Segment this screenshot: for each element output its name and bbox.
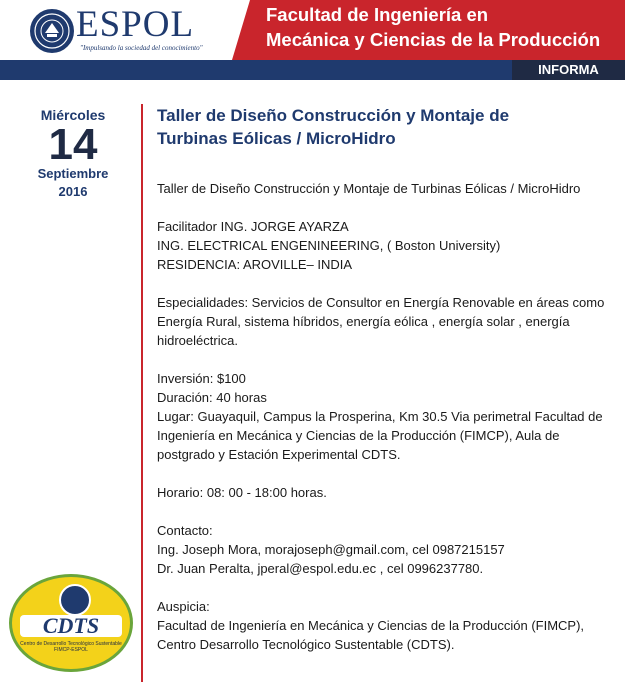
cdts-subtitle: Centro de Desarrollo Tecnológico Sustentable FIMCP-ESPOL — [20, 641, 122, 653]
contact-label: Contacto: — [157, 523, 213, 538]
place-text: Lugar: Guayaquil, Campus la Prosperina, Km 30.5 Via perimetral Facultad de Ingeniería en Mecánica y Ciencias de la Producción (FIMCP), Aula de postgrado y Estación Experimental CDTS. — [157, 409, 603, 462]
date-weekday: Miércoles — [40, 107, 106, 123]
contact-line-2[interactable]: Dr. Juan Peralta, jperal@espol.edu.ec , cel 0996237780. — [157, 561, 484, 576]
date-day: 14 — [48, 120, 98, 169]
event-details — [157, 179, 617, 654]
facilitator-residence: RESIDENCIA: AROVILLE– INDIA — [157, 257, 353, 272]
date-month: Septiembre — [37, 166, 109, 181]
schedule-text: Horario: 08: 00 - 18:00 horas. — [157, 485, 327, 500]
sponsor-label: Auspicia: — [157, 599, 210, 614]
contact-line-1[interactable]: Ing. Joseph Mora, morajoseph@gmail.com, cel 0987215157 — [157, 542, 505, 557]
facilitator-degree: ING. ELECTRICAL ENGENINEERING, ( Boston University) — [157, 238, 501, 253]
investment-text: Inversión: $100 — [157, 371, 246, 386]
espol-tagline: "Impulsando la sociedad del conocimiento" — [80, 44, 203, 52]
sponsor-text: Facultad de Ingeniería en Mecánica y Ciencias de la Producción (FIMCP), Centro Desarrollo Tecnológico Sustentable (CDTS). — [157, 618, 585, 652]
date-year: 2016 — [58, 184, 88, 199]
informa-tag: INFORMA — [512, 60, 625, 80]
espol-logo[interactable] — [0, 0, 232, 60]
facilitator-line: Facilitador ING. JORGE AYARZA — [157, 219, 349, 234]
duration-text: Duración: 40 horas — [157, 390, 267, 405]
event-title: Taller de Diseño Construcción y Montaje de Turbinas Eólicas / MicroHidro — [157, 106, 510, 148]
vertical-divider — [141, 104, 143, 682]
cdts-wordmark: CDTS — [20, 615, 122, 637]
cdts-seal-icon — [59, 584, 91, 616]
header — [0, 0, 625, 86]
faculty-name-line2: Mecánica y Ciencias de la Producción — [266, 29, 601, 50]
event-date — [28, 106, 118, 200]
cdts-logo — [9, 574, 133, 672]
specialties-text: Especialidades: Servicios de Consultor en Energía Renovable en áreas como Energía Rural, sistema híbridos, energía eólica , energía solar , energía hidroeléctrica. — [157, 295, 605, 348]
espol-wordmark: ESPOL — [76, 4, 195, 45]
intro-text: Taller de Diseño Construcción y Montaje de Turbinas Eólicas / MicroHidro — [157, 181, 581, 196]
faculty-name-line1: Facultad de Ingeniería en — [266, 4, 489, 25]
espol-seal-icon — [30, 9, 74, 53]
